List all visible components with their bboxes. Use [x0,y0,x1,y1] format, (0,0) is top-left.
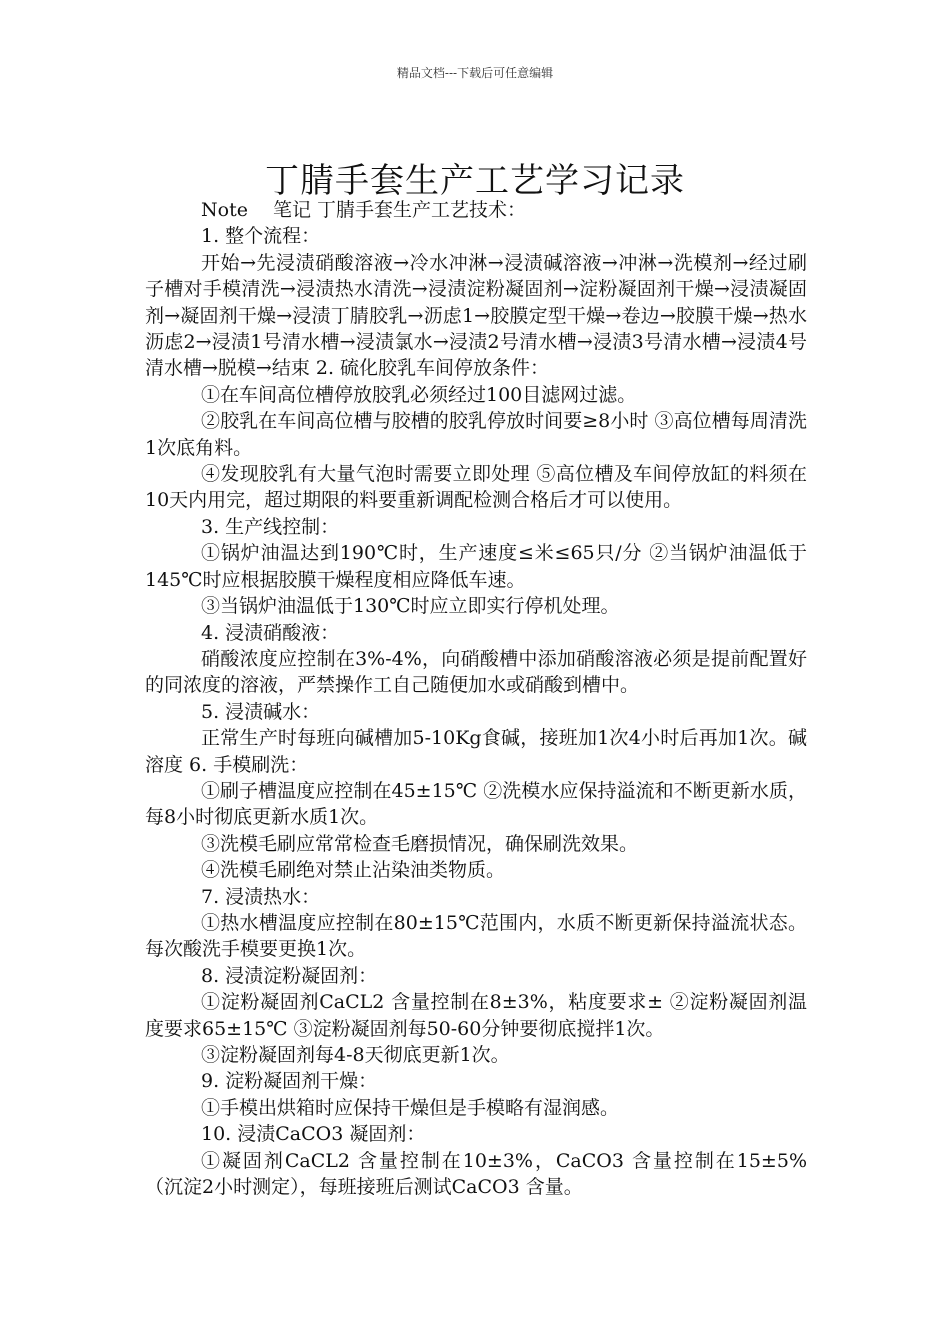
paragraph: ①刷子槽温度应控制在45±15℃ ②洗模水应保持溢流和不断更新水质，每8小时彻底更新水质1次。 [145,779,807,829]
paragraph: 7. 浸渍热水： [201,885,321,908]
document-body [145,197,807,1200]
paragraph: ④发现胶乳有大量气泡时需要立即处理 ⑤高位槽及车间停放缸的料须在10天内用完，超过期限的料要重新调配检测合格后才可以使用。 [145,463,807,512]
paragraph: ①在车间高位槽停放胶乳必须经过100目滤网过滤。 [201,383,637,406]
paragraph: ③淀粉凝固剂每4-8天彻底更新1次。 [201,1044,510,1066]
paragraph: ①热水槽温度应控制在80±15℃范围内，水质不断更新保持溢流状态。每次酸洗手模要更换1次。 [145,911,807,961]
paragraph: 10. 浸渍CaCO3 凝固剂： [201,1123,426,1146]
paragraph: 5. 浸渍碱水： [201,700,321,723]
paragraph: 4. 浸渍硝酸液： [201,621,340,644]
paragraph: 3. 生产线控制： [201,515,340,538]
paragraph: 开始→先浸渍硝酸溶液→冷水冲淋→浸渍碱溶液→冲淋→洗模剂→经过刷子槽对手模清洗→浸渍热水清洗→浸渍淀粉凝固剂→淀粉凝固剂干燥→浸渍凝固剂→凝固剂干燥→浸渍丁腈胶乳→沥虑1→胶膜定型干燥→卷边→胶膜干燥→热水沥虑2→浸渍1号清水槽→浸渍氯水→浸渍2号清水槽→浸渍3号清水槽→浸渍4号清水槽→脱模→结束 2. 硫化胶乳车间停放条件： [145,251,807,380]
paragraph: ①手模出烘箱时应保持干燥但是手模略有湿润感。 [201,1096,620,1119]
paragraph: ④洗模毛刷绝对禁止沾染油类物质。 [201,859,506,882]
paragraph: ③洗模毛刷应常常检查毛磨损情况，确保刷洗效果。 [201,832,639,855]
paragraph: ②胶乳在车间高位槽与胶槽的胶乳停放时间要≥8小时 ③高位槽每周清洗1次底角料。 [145,410,807,459]
paragraph: ①凝固剂CaCL2 含量控制在10±3%，CaCO3 含量控制在15±5%（沉淀2小时测定），每班接班后测试CaCO3 含量。 [145,1149,807,1199]
paragraph: ①淀粉凝固剂CaCL2 含量控制在8±3%，粘度要求± ②淀粉凝固剂温度要求65±15℃ ③淀粉凝固剂每50-60分钟要彻底搅拌1次。 [145,991,807,1040]
paragraph: ①锅炉油温达到190℃时，生产速度≤米≤65只/分 ②当锅炉油温低于145℃时应根据胶膜干燥程度相应降低车速。 [145,542,807,591]
paragraph: 1. 整个流程： [201,225,321,248]
paragraph: 硝酸浓度应控制在3%-4%，向硝酸槽中添加硝酸溶液必须是提前配置好的同浓度的溶液，严禁操作工自己随便加水或硝酸到槽中。 [145,647,807,697]
header-note: 精品文档---下载后可任意编辑 [396,66,554,80]
paragraph: 9. 淀粉凝固剂干燥： [201,1070,378,1093]
paragraph: Note 笔记 丁腈手套生产工艺技术： [201,199,527,221]
page-title: 丁腈手套生产工艺学习记录 [265,160,685,201]
paragraph: 8. 浸渍淀粉凝固剂： [201,964,378,987]
paragraph: ③当锅炉油温低于130℃时应立即实行停机处理。 [201,595,620,618]
paragraph: 正常生产时每班向碱槽加5-10Kg食碱，接班加1次4小时后再加1次。碱溶度 6. 手模刷洗： [145,727,807,776]
